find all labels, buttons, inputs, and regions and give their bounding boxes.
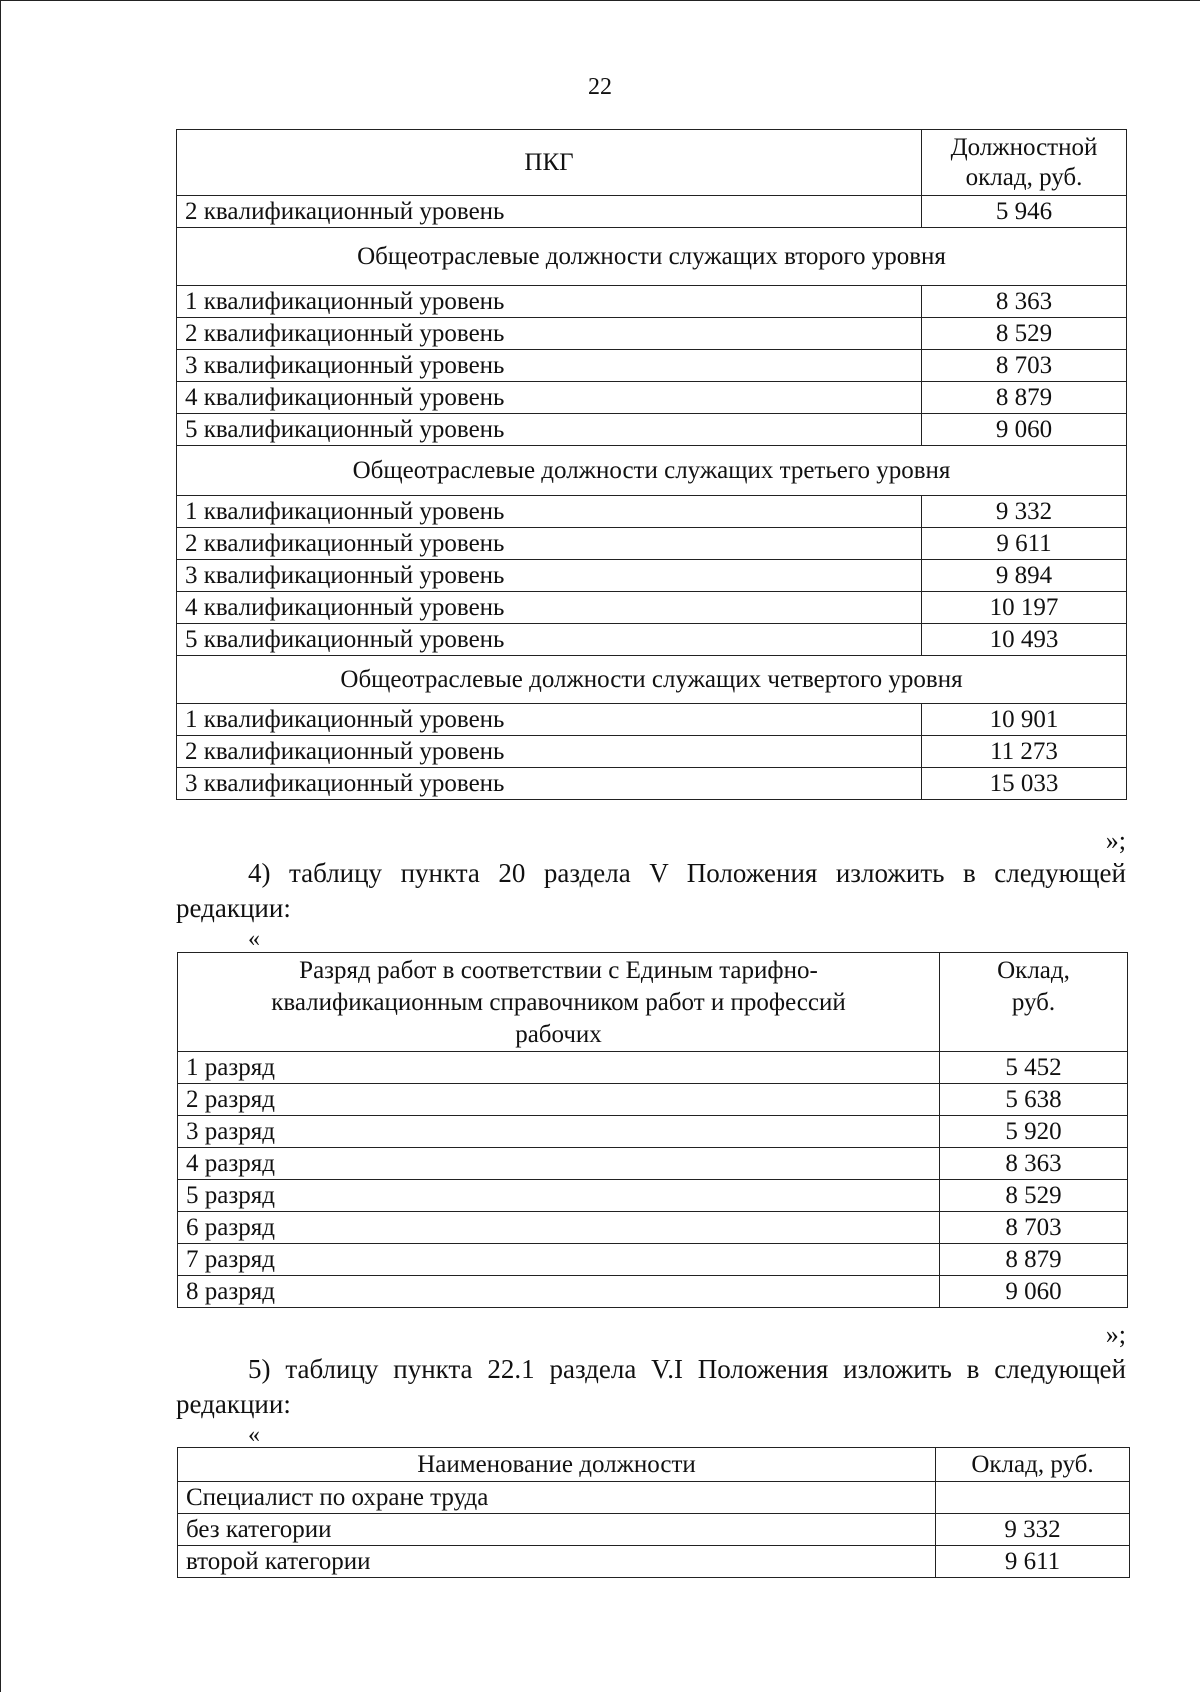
- paragraph-4-line1: 4) таблицу пункта 20 раздела V Положения изложить в следующей: [248, 858, 1126, 888]
- page-number: 22: [588, 74, 612, 100]
- qualification-level: 2 квалификационный уровень: [177, 318, 922, 350]
- section-title: Общеотраслевые должности служащих третьего уровня: [177, 446, 1127, 496]
- salary-value: 10 197: [922, 592, 1127, 624]
- salary-value: [936, 1482, 1130, 1514]
- salary-table-pkg: [176, 129, 1127, 800]
- salary-table-positions: [177, 1447, 1130, 1578]
- header-grade-line2: квалификационным справочником работ и профессий: [271, 989, 846, 1016]
- table-row: [178, 1180, 1128, 1212]
- qualification-level: 1 квалификационный уровень: [177, 496, 922, 528]
- table-row: [178, 1052, 1128, 1084]
- paragraph-5-line2: редакции:: [176, 1389, 291, 1419]
- qualification-level: 4 квалификационный уровень: [177, 382, 922, 414]
- grade-label: 3 разряд: [178, 1116, 940, 1148]
- salary-value: 9 060: [922, 414, 1127, 446]
- qualification-level: 1 квалификационный уровень: [177, 286, 922, 318]
- table-section-row: [177, 656, 1127, 704]
- header-grade-line3: рабочих: [515, 1021, 602, 1048]
- qualification-level: 1 квалификационный уровень: [177, 704, 922, 736]
- paragraph-4-line2: редакции:: [176, 893, 291, 923]
- salary-value: 8 529: [922, 318, 1127, 350]
- header-salary-line2: руб.: [1011, 989, 1056, 1016]
- paragraph-5-line1: 5) таблицу пункта 22.1 раздела V.I Положения изложить в следующей: [248, 1354, 1126, 1384]
- table-row: [178, 1276, 1128, 1308]
- table-header-row: [178, 953, 1128, 1052]
- qualification-level: 3 квалификационный уровень: [177, 768, 922, 800]
- table-row: [178, 1084, 1128, 1116]
- table-row: [177, 286, 1127, 318]
- paragraph-4: [176, 856, 1126, 926]
- table-row: [177, 736, 1127, 768]
- qualification-level: 2 квалификационный уровень: [177, 528, 922, 560]
- qualification-level: 2 квалификационный уровень: [177, 196, 922, 228]
- section-title: Общеотраслевые должности служащих четвертого уровня: [177, 656, 1127, 704]
- table-header-row: [178, 1448, 1130, 1482]
- salary-value: 9 332: [922, 496, 1127, 528]
- salary-value: 10 493: [922, 624, 1127, 656]
- salary-table-grades: [177, 952, 1128, 1308]
- table-section-row: [177, 228, 1127, 286]
- table-row: [177, 318, 1127, 350]
- table-row: [177, 496, 1127, 528]
- table-row: [178, 1116, 1128, 1148]
- table-row: [177, 624, 1127, 656]
- header-pkg: ПКГ: [177, 130, 922, 196]
- salary-value: 15 033: [922, 768, 1127, 800]
- salary-value: 8 703: [922, 350, 1127, 382]
- table-row: [178, 1244, 1128, 1276]
- position-label: Специалист по охране труда: [178, 1482, 936, 1514]
- salary-value: 5 946: [922, 196, 1127, 228]
- table-row: [178, 1148, 1128, 1180]
- position-label: второй категории: [178, 1546, 936, 1578]
- grade-label: 2 разряд: [178, 1084, 940, 1116]
- header-grade-line1: Разряд работ в соответствии с Единым тарифно-: [299, 957, 818, 984]
- header-grade: [178, 953, 940, 1052]
- header-salary: Оклад, руб.: [936, 1448, 1130, 1482]
- salary-value: 5 452: [940, 1052, 1128, 1084]
- grade-label: 6 разряд: [178, 1212, 940, 1244]
- table-row: [178, 1546, 1130, 1578]
- table-row: [177, 528, 1127, 560]
- salary-value: 10 901: [922, 704, 1127, 736]
- salary-value: 5 638: [940, 1084, 1128, 1116]
- paragraph-5: [176, 1352, 1126, 1422]
- header-salary: [940, 953, 1128, 1052]
- salary-value: 8 363: [940, 1148, 1128, 1180]
- qualification-level: 5 квалификационный уровень: [177, 624, 922, 656]
- table-row: [177, 414, 1127, 446]
- salary-value: 9 332: [936, 1514, 1130, 1546]
- header-salary-line2: оклад, руб.: [965, 163, 1083, 191]
- header-salary-line1: Оклад,: [997, 957, 1070, 984]
- qualification-level: 2 квалификационный уровень: [177, 736, 922, 768]
- table-section-row: [177, 446, 1127, 496]
- table-row: [177, 350, 1127, 382]
- grade-label: 8 разряд: [178, 1276, 940, 1308]
- section-title: Общеотраслевые должности служащих второго уровня: [177, 228, 1127, 286]
- table-row: [178, 1212, 1128, 1244]
- qualification-level: 4 квалификационный уровень: [177, 592, 922, 624]
- open-quote-3: «: [248, 1422, 260, 1448]
- position-label: без категории: [178, 1514, 936, 1546]
- table-row: [177, 592, 1127, 624]
- table-row: [177, 768, 1127, 800]
- salary-value: 9 611: [922, 528, 1127, 560]
- table-header-row: [177, 130, 1127, 196]
- table-row: [177, 382, 1127, 414]
- salary-value: 9 060: [940, 1276, 1128, 1308]
- salary-value: 8 703: [940, 1212, 1128, 1244]
- table-row: [177, 196, 1127, 228]
- open-quote-2: «: [248, 926, 260, 952]
- table-row: [177, 704, 1127, 736]
- grade-label: 4 разряд: [178, 1148, 940, 1180]
- header-position: Наименование должности: [178, 1448, 936, 1482]
- qualification-level: 3 квалификационный уровень: [177, 560, 922, 592]
- header-salary-line1: Должностной: [950, 133, 1098, 161]
- table-row: [178, 1482, 1130, 1514]
- close-quote-1: »;: [1105, 826, 1126, 855]
- salary-value: 8 529: [940, 1180, 1128, 1212]
- qualification-level: 5 квалификационный уровень: [177, 414, 922, 446]
- grade-label: 7 разряд: [178, 1244, 940, 1276]
- header-salary: [922, 130, 1127, 196]
- close-quote-2: »;: [1105, 1320, 1126, 1349]
- salary-value: 8 879: [940, 1244, 1128, 1276]
- salary-value: 9 894: [922, 560, 1127, 592]
- salary-value: 8 363: [922, 286, 1127, 318]
- salary-value: 11 273: [922, 736, 1127, 768]
- salary-table-pkg-body: [177, 130, 1127, 800]
- salary-value: 8 879: [922, 382, 1127, 414]
- salary-value: 5 920: [940, 1116, 1128, 1148]
- grade-label: 1 разряд: [178, 1052, 940, 1084]
- qualification-level: 3 квалификационный уровень: [177, 350, 922, 382]
- grade-label: 5 разряд: [178, 1180, 940, 1212]
- table-row: [178, 1514, 1130, 1546]
- salary-table-grades-body: [178, 953, 1128, 1308]
- table-row: [177, 560, 1127, 592]
- salary-table-positions-body: [178, 1448, 1130, 1578]
- salary-value: 9 611: [936, 1546, 1130, 1578]
